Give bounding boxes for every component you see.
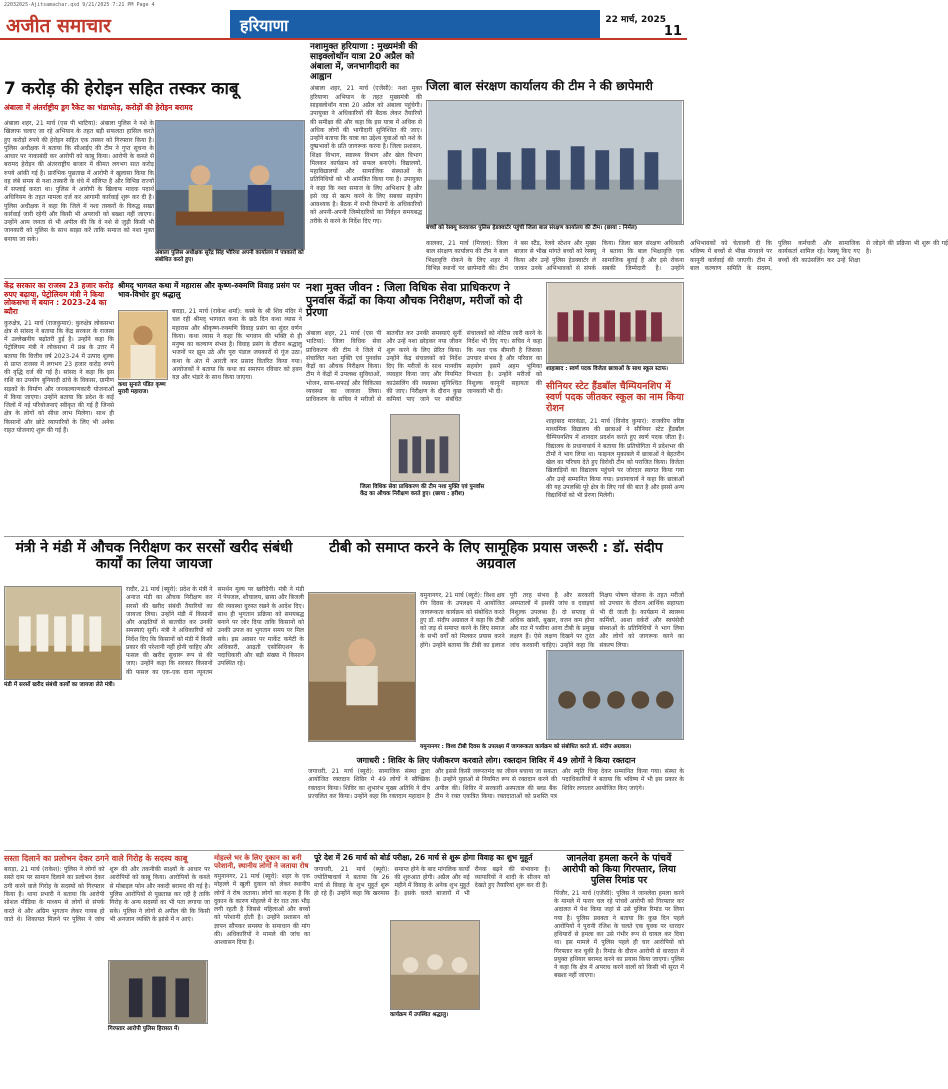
headline: जगाधरी : शिविर के लिए पंजीकरण करवाते लोग। रक्तदान शिविर में 49 लोगों ने किया रक्तदान <box>356 756 636 765</box>
story-body: यमुनानगर, 21 मार्च (ब्यूरो): विश्व क्षय रोग दिवस के उपलक्ष्य में आयोजित जागरूकता कार्यक्रम को संबोधित करते हुए डॉ. संदीप अग्रवाल ने कहा कि टीबी को जड़ से समाप्त करने के लिए समाज के सभी वर्गों को मिलकर प्रयास करने होंगे। उन्होंने बताया कि टीबी का इलाज पूरी तरह संभव है और सरकारी अस्पतालों में इसकी जांच व दवाइयां निशुल्क उपलब्ध हैं। दो सप्ताह से अधिक खांसी, बुखार, वजन कम होना और रात में पसीना आना टीबी के प्रमुख लक्षण हैं। ऐसे लक्षण दिखने पर तुरंत जांच करवानी चाहिए। उन्होंने कहा कि निक्षय पोषण योजना के तहत मरीजों को उपचार के दौरान आर्थिक सहायता भी दी जाती है। कार्यक्रम में स्वास्थ्य कर्मियों, आशा वर्करों और स्वयंसेवी संस्थाओं के प्रतिनिधियों ने भाग लिया और लोगों को जागरूक करने का संकल्प लिया। <box>420 592 684 649</box>
headline: जिला बाल संरक्षण कार्यालय की टीम ने की छापेमारी <box>426 79 653 93</box>
story-body: बराड़ा, 21 मार्च (राकेश शर्मा): कस्बे के श्री शिव मंदिर में चल रही श्रीमद् भागवत कथा के छठे दिन कथा व्यास ने महारास और श्रीकृष्ण-रुक्मणि विवाह प्रसंग का सुंदर वर्णन किया। कथा व्यास ने कहा कि भगवान की भक्ति से ही मनुष्य का कल्याण संभव है। विवाह प्रसंग के दौरान श्रद्धालु भजनों पर झूम उठे और पूरा पंडाल जयकारों से गूंज उठा। कथा के अंत में आरती कर प्रसाद वितरित किया गया। आयोजकों ने बताया कि कथा का समापन रविवार को हवन यज्ञ और भंडारे के साथ किया जाएगा। <box>172 308 302 382</box>
issue-date: 22 मार्च, 2025 <box>605 15 666 25</box>
photo-caption: अंबाला पुलिस अधीक्षक सुरेंद्र सिंह भौरिया अपनी कार्यालय में पत्रकारों को संबोधित करते हुए। <box>155 250 305 270</box>
story-body: रादौर, 21 मार्च (ब्यूरो): प्रदेश के मंत्री ने अनाज मंडी का औचक निरीक्षण कर सरसों की खरीद संबंधी तैयारियों का जायजा लिया। उन्होंने मंडी में किसानों और आढ़तियों से बातचीत कर उनकी समस्याएं सुनीं। मंत्री ने अधिकारियों को निर्देश दिए कि किसानों को मंडी में किसी प्रकार की परेशानी नहीं होनी चाहिए और फसल की खरीद सुचारू रूप से की जाए। उन्होंने कहा कि सरकार किसानों की फसल का एक-एक दाना न्यूनतम समर्थन मूल्य पर खरीदेगी। मंत्री ने मंडी में पेयजल, शौचालय, छाया और बिजली की व्यवस्था दुरुस्त रखने के आदेश दिए। साथ ही भुगतान प्रक्रिया को समयबद्ध बनाने पर जोर दिया ताकि किसानों को उनकी उपज का भुगतान समय पर मिल सके। इस अवसर पर मार्केट कमेटी के अधिकारी, आढ़ती एसोसिएशन के पदाधिकारी और बड़ी संख्या में किसान उपस्थित रहे। <box>126 586 304 676</box>
divider <box>4 850 684 851</box>
story-body: अंबाला शहर, 21 मार्च (एस पी भाटिया): जिला विधिक सेवा प्राधिकरण की टीम ने जिले में संचालित नशा मुक्ति एवं पुनर्वास केंद्रों का औचक निरीक्षण किया। टीम ने केंद्रों में उपलब्ध सुविधाओं, भोजन, साफ-सफाई और चिकित्सा व्यवस्था का जायजा लिया। प्राधिकरण के सचिव ने मरीजों से बातचीत कर उनकी समस्याएं सुनीं और उन्हें नशा छोड़कर नया जीवन शुरू करने के लिए प्रेरित किया। उन्होंने केंद्र संचालकों को निर्देश दिए कि मरीजों के साथ मानवीय व्यवहार किया जाए और नियमित काउंसलिंग की व्यवस्था सुनिश्चित की जाए। निरीक्षण के दौरान कुछ कमियां पाए जाने पर संबंधित संचालकों को नोटिस जारी करने के निर्देश भी दिए गए। सचिव ने कहा कि नशा एक बीमारी है जिसका उपचार संभव है और परिवार का सहयोग इसमें अहम भूमिका निभाता है। उन्होंने मरीजों को निशुल्क कानूनी सहायता की जानकारी भी दी। <box>306 330 542 404</box>
print-slug: 22032025-Ajitsamachar.qxd 9/21/2025 7:21 PM Page 4 <box>4 2 155 8</box>
photo-tb-audience <box>546 650 684 740</box>
photo-caption: यमुनानगर : विश्व टीबी दिवस के उपलक्ष्य में जागरूकता कार्यक्रम को संबोधित करते डॉ. संदीप अग्रवाल। <box>420 744 684 754</box>
story-body: यमुनानगर, 21 मार्च (ब्यूरो): शहर के एक मोहल्ले में खुली दुकान को लेकर स्थानीय लोगों ने रोष जताया। लोगों का कहना है कि दुकान के कारण मोहल्ले में देर रात तक भीड़ लगी रहती है जिससे महिलाओं और बच्चों को परेशानी होती है। उन्होंने प्रशासन को ज्ञापन सौंपकर समस्या के समाधान की मांग की। अधिकारियों ने मामले की जांच का आश्वासन दिया है। <box>214 873 310 947</box>
photo-police-press <box>155 120 305 250</box>
story-body: पिंजौर, 21 मार्च (एजेंसी): पुलिस ने जानलेवा हमला करने के मामले में फरार चल रहे पांचवें आरोपी को गिरफ्तार कर अदालत में पेश किया जहां से उसे पुलिस रिमांड पर लिया गया है। पुलिस प्रवक्ता ने बताया कि कुछ दिन पहले आरोपियों ने पुरानी रंजिश के चलते एक युवक पर धारदार हथियारों से हमला कर उसे गंभीर रूप से घायल कर दिया था। इस मामले में पुलिस पहले ही चार आरोपियों को गिरफ्तार कर चुकी है। रिमांड के दौरान आरोपी से वारदात में प्रयुक्त हथियार बरामद करने का प्रयास किया जाएगा। पुलिस ने कहा कि क्षेत्र में अपराध करने वालों को किसी भी सूरत में बख्शा नहीं जाएगा। <box>554 889 684 980</box>
story-body: कुरुक्षेत्र, 21 मार्च (राजकुमार): कुरुक्षेत्र लोकसभा क्षेत्र से सांसद ने बताया कि केंद्र सरकार के राजस्व में उल्लेखनीय बढ़ोतरी हुई है। उन्होंने कहा कि पेट्रोलियम मंत्री ने लोकसभा में प्रश्न के उत्तर में बताया कि वित्तीय वर्ष 2023-24 में उत्पाद शुल्क से प्राप्त राजस्व में लगभग 23 हजार करोड़ रुपये की वृद्धि दर्ज की गई है। सांसद ने कहा कि इस राशि का उपयोग बुनियादी ढांचे के विकास, ग्रामीण सड़कों के निर्माण और जनकल्याणकारी योजनाओं में किया जाएगा। उन्होंने बताया कि प्रदेश के कई जिलों में नई परियोजनाएं स्वीकृत की गई हैं जिनसे क्षेत्र के लोगों को सीधा लाभ मिलेगा। साथ ही किसानों और छोटे व्यापारियों के लिए भी अनेक राहत योजनाएं शुरू की गई हैं। <box>4 319 114 434</box>
photo-caption: गिरफ्तार आरोपी पुलिस हिरासत में। <box>108 1026 208 1038</box>
masthead <box>0 10 687 40</box>
photo-caption: कथा सुनाते पंडित कृष्ण मुरारी महाराज। <box>118 382 170 406</box>
story-mustard-procurement <box>4 540 304 584</box>
divider <box>4 278 684 279</box>
story-body: कालका, 21 मार्च (मित्तल): जिला बाल संरक्षण कार्यालय की टीम ने बाल भिक्षावृत्ति रोकने के लिए शहर में विभिन्न स्थानों पर छापेमारी की। टीम ने बस स्टैंड, रेलवे स्टेशन और मुख्य बाजार से भीख मांगते बच्चों को रेस्क्यू किया और उन्हें पुलिस हेडक्वार्टर ले जाकर उनके अभिभावकों से संपर्क किया। जिला बाल संरक्षण अधिकारी ने बताया कि बाल भिक्षावृत्ति एक सामाजिक बुराई है और इसे रोकना सबकी जिम्मेदारी है। उन्होंने अभिभावकों को चेतावनी दी कि भविष्य में बच्चों से भीख मंगवाने पर कानूनी कार्रवाई की जाएगी। टीम में बाल कल्याण समिति के सदस्य, पुलिस कर्मचारी और सामाजिक कार्यकर्ता शामिल रहे। रेस्क्यू किए गए बच्चों की काउंसलिंग कर उन्हें शिक्षा से जोड़ने की प्रक्रिया भी शुरू की गई है। <box>426 240 948 272</box>
divider <box>4 536 684 537</box>
headline: श्रीमद् भागवत कथा में महारास और कृष्ण-रुक्मणि विवाह प्रसंग पर भाव-विभोर हुए श्रद्धालु <box>118 281 300 299</box>
story-revenue <box>4 282 114 532</box>
story-body: शाहाबाद मारकंडा, 21 मार्च (विनोद कुमार): राजकीय वरिष्ठ माध्यमिक विद्यालय की छात्राओं ने सीनियर स्टेट हैंडबॉल चैम्पियनशिप में शानदार प्रदर्शन करते हुए स्वर्ण पदक जीता है। विद्यालय के प्रधानाचार्य ने बताया कि प्रतियोगिता में प्रदेशभर की टीमों ने भाग लिया था। फाइनल मुकाबले में छात्राओं ने बेहतरीन खेल का परिचय देते हुए विरोधी टीम को पराजित किया। विजेता खिलाड़ियों का विद्यालय पहुंचने पर जोरदार स्वागत किया गया और उन्हें सम्मानित किया गया। प्रधानाचार्य ने कहा कि छात्राओं की यह उपलब्धि पूरे क्षेत्र के लिए गर्व की बात है और इससे अन्य विद्यार्थियों को भी प्रेरणा मिलेगी। <box>546 417 684 500</box>
headline: पूरे देश में 26 मार्च को बोर्ड परीक्षा, 26 मार्च से शुरू होगा विवाह का शुभ मुहूर्त <box>314 853 533 862</box>
section-title: हरियाणा <box>230 10 600 38</box>
photo-minister-mandi <box>4 586 122 680</box>
photo-handball-team <box>546 282 684 364</box>
headline: सस्ता दिलाने का प्रलोभन देकर ठगने वाले गिरोह के सदस्य काबू <box>4 854 188 863</box>
headline: मंत्री ने मंडी में औचक निरीक्षण कर सरसों खरीद संबंधी कार्यों का लिया जायजा <box>15 540 293 573</box>
newspaper-logo: अजीत समाचार <box>6 15 111 37</box>
photo-tb-seminar <box>308 592 416 742</box>
photo-caption: कार्यक्रम में उपस्थित श्रद्धालु। <box>390 1012 480 1024</box>
headline: टीबी को समाप्त करने के लिए सामूहिक प्रयास जरूरी : डॉ. संदीप अग्रवाल <box>329 540 663 573</box>
photo-katha-pandit <box>118 310 168 380</box>
story-body: अंबाला शहर, 21 मार्च (एस पी भाटिया): अंबाला पुलिस ने नशे के खिलाफ चलाए जा रहे अभियान के तहत बड़ी सफलता हासिल करते हुए करोड़ों रुपये की हेरोइन सहित एक तस्कर को गिरफ्तार किया है। पुलिस अधीक्षक ने बताया कि सीआईए की टीम ने गुप्त सूचना के आधार पर नाकाबंदी कर आरोपी को काबू किया। आरोपी के कब्जे से बरामद हेरोइन की अंतरराष्ट्रीय बाजार में कीमत लगभग सात करोड़ रुपये आंकी गई है। प्रारंभिक पूछताछ में आरोपी ने खुलासा किया कि वह लंबे समय से नशा तस्करी के धंधे में संलिप्त है और विभिन्न राज्यों में सप्लाई करता था। पुलिस ने आरोपी के खिलाफ मादक पदार्थ अधिनियम के तहत मामला दर्ज कर आगामी कार्रवाई शुरू कर दी है। पुलिस अधीक्षक ने कहा कि जिले में नशा तस्करों के विरुद्ध सख्त कार्रवाई जारी रहेगी और किसी भी अपराधी को बख्शा नहीं जाएगा। उन्होंने आम जनता से भी अपील की कि वे नशे से जुड़ी किसी भी जानकारी को पुलिस के साथ साझा करें ताकि समाज को नशा मुक्त बनाया जा सके। <box>4 120 154 243</box>
headline: 7 करोड़ की हेरोइन सहित तस्कर काबू <box>4 79 239 99</box>
headline: नशामुक्त हरियाणा : मुख्यमंत्री की साइक्लोथॉन यात्रा 20 अप्रैल को अंबाला में, जनभागीदारी का आह्वान <box>310 42 418 83</box>
story-assault-arrest <box>554 854 684 1086</box>
photo-rehab-team <box>390 414 460 482</box>
photo-caption: जिला विधिक सेवा प्राधिकरण की टीम नशा मुक्ति एवं पुनर्वास केंद्र का औचक निरीक्षण करते हुए। (छाया : हरीश) <box>360 484 486 500</box>
photo-gathering <box>390 920 480 1010</box>
story-body: अंबाला शहर, 21 मार्च (एजेंसी): नशा मुक्त हरियाणा अभियान के तहत मुख्यमंत्री की साइक्लोथॉन यात्रा 20 अप्रैल को अंबाला पहुंचेगी। उपायुक्त ने अधिकारियों की बैठक लेकर तैयारियों की समीक्षा की और कहा कि इस यात्रा में अधिक से अधिक लोगों की भागीदारी सुनिश्चित की जाए। उन्होंने बताया कि यात्रा का उद्देश्य युवाओं को नशे के दुष्प्रभावों के प्रति जागरूक करना है। जिला प्रशासन, शिक्षा विभाग, स्वास्थ्य विभाग और खेल विभाग मिलकर कार्यक्रम को सफल बनाएंगे। विद्यालयों, महाविद्यालयों और सामाजिक संस्थाओं के प्रतिनिधियों को भी आमंत्रित किया गया है। उपायुक्त ने कहा कि नशा समाज के लिए अभिशाप है और इसे जड़ से खत्म करने के लिए सबका सहयोग आवश्यक है। बैठक में सभी विभागों के अधिकारियों को अपनी-अपनी जिम्मेदारियों का निर्वहन समयबद्ध तरीके से करने के निर्देश दिए गए। <box>310 85 422 225</box>
photo-caption: शाहाबाद : स्वर्ण पदक विजेता छात्राओं के साथ स्कूल स्टाफ। <box>546 366 684 380</box>
story-body-left <box>4 700 122 846</box>
photo-rescue-team <box>426 100 684 225</box>
photo-accused <box>108 960 208 1024</box>
photo-caption: मंडी में सरसों खरीद संबंधी कार्यों का जायजा लेते मंत्री। <box>4 682 122 698</box>
story-cyclothon <box>310 42 422 272</box>
subheadline: अंबाला में अंतर्राष्ट्रीय ड्रग रैकेट का भंडाफोड़, करोड़ों की हेरोइन बरामद <box>4 102 193 112</box>
headline: जानलेवा हमला करने के पांचवें आरोपी को किया गिरफ्तार, लिया पुलिस रिमांड पर <box>562 853 676 886</box>
story-handball <box>546 382 684 532</box>
page-number: 11 <box>663 24 682 39</box>
headline: केंद्र सरकार का राजस्व 23 हजार करोड़ रुपए बढ़ाया, पेट्रोलियम मंत्री ने किया लोकसभा में बयान : 2023-24 का ब्यौरा <box>4 281 114 316</box>
story-neighbourhood-shop <box>214 854 310 1086</box>
headline: मोहल्ले भर के लिए दुकान का बनी परेशानी, स्थानीय लोगों ने जताया रोष <box>214 854 309 871</box>
story-body: बराड़ा, 21 मार्च (राकेश): पुलिस ने लोगों को सस्ते दाम पर सामान दिलाने का प्रलोभन देकर ठगी करने वाले गिरोह के सदस्यों को गिरफ्तार किया है। थाना प्रभारी ने बताया कि आरोपी सोशल मीडिया के माध्यम से लोगों से संपर्क करते थे और अग्रिम भुगतान लेकर गायब हो जाते थे। शिकायत मिलने पर पुलिस ने जांच शुरू की और तकनीकी साक्ष्यों के आधार पर आरोपियों को काबू किया। आरोपियों के कब्जे से मोबाइल फोन और नकदी बरामद की गई है। पुलिस आरोपियों से पूछताछ कर रही है ताकि गिरोह के अन्य सदस्यों का भी पता लगाया जा सके। पुलिस ने लोगों से अपील की कि किसी भी अनजान व्यक्ति के झांसे में न आएं। <box>4 866 210 923</box>
story-body: जगाधरी, 21 मार्च (ब्यूरो): ज्योतिषाचार्य ने बताया कि 26 मार्च से विवाह के शुभ मुहूर्त शुरू हो रहे हैं। उन्होंने कहा कि खरमास समाप्त होने के बाद मांगलिक कार्यों की शुरुआत होगी। अप्रैल और मई महीने में विवाह के अनेक शुभ मुहूर्त हैं। इसके चलते बाजारों में भी रौनक बढ़ने की संभावना है। व्यापारियों ने शादी के सीजन को देखते हुए तैयारियां शुरू कर दी हैं। <box>314 865 550 898</box>
headline: नशा मुक्त जीवन : जिला विधिक सेवा प्राधिकरण ने पुनर्वास केंद्रों का किया औचक निरीक्षण, मरीजों को दी प्रेरणा <box>306 281 523 320</box>
story-tb-awareness <box>308 540 684 590</box>
story-body: जगाधरी, 21 मार्च (ब्यूरो): सामाजिक संस्था द्वारा आयोजित रक्तदान शिविर में 49 लोगों ने स्वैच्छिक रक्तदान किया। शिविर का शुभारंभ मुख्य अतिथि ने दीप प्रज्वलित कर किया। उन्होंने कहा कि रक्तदान महादान है और इससे किसी जरूरतमंद का जीवन बचाया जा सकता है। उन्होंने युवाओं से नियमित रूप से रक्तदान करने की अपील की। शिविर में सरकारी अस्पताल की ब्लड बैंक टीम ने रक्त एकत्रित किया। रक्तदाताओं को प्रशस्ति पत्र और स्मृति चिन्ह देकर सम्मानित किया गया। संस्था के पदाधिकारियों ने बताया कि भविष्य में भी इस प्रकार के शिविर लगातार आयोजित किए जाएंगे। <box>308 768 684 800</box>
photo-caption: बच्चों को रेस्क्यू करवाकर पुलिस हेडक्वार्टर पहुंची जिला बाल संरक्षण कार्यालय की टीम। (छाया : निर्मल) <box>426 225 684 239</box>
story-rehab-inspection <box>306 282 542 326</box>
story-blood-donation <box>308 756 684 846</box>
headline: सीनियर स्टेट हैंडबॉल चैम्पियनशिप में स्वर्ण पदक जीतकर स्कूल का नाम किया रोशन <box>546 381 684 414</box>
